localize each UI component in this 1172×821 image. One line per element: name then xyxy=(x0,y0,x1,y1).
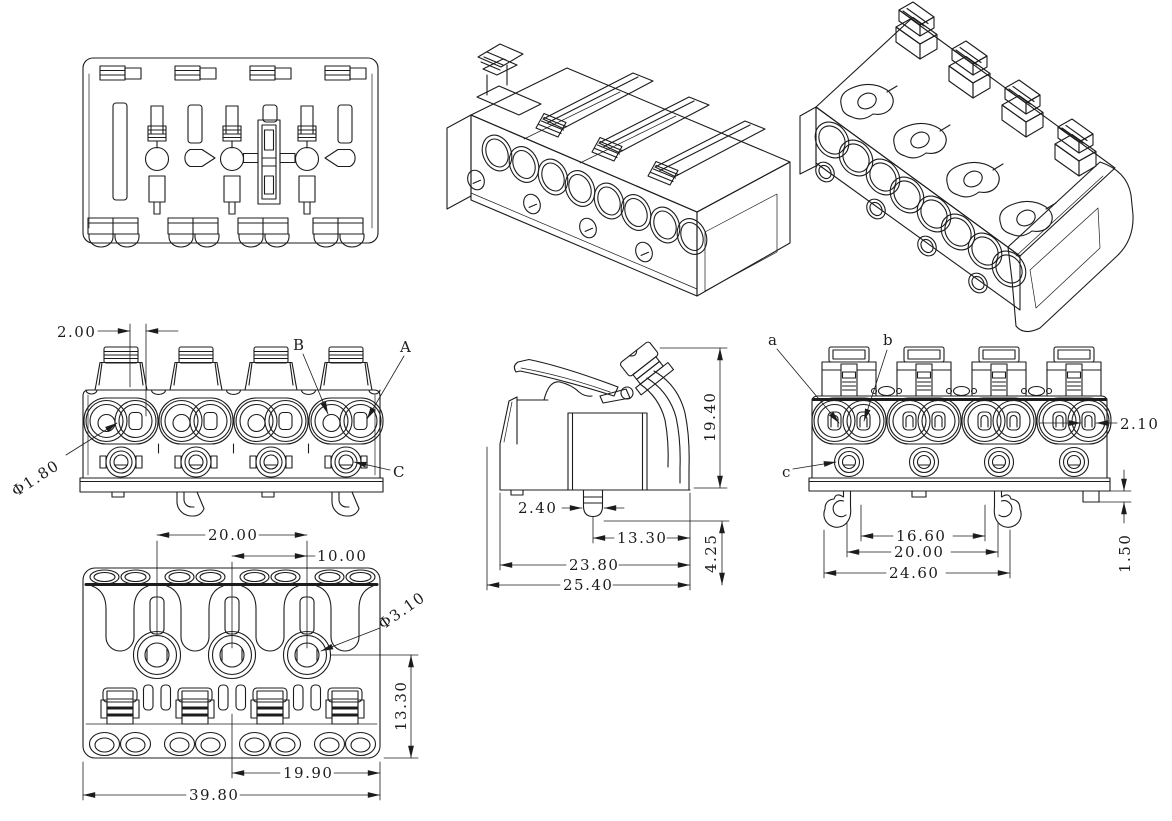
dim-top-width xyxy=(83,762,380,804)
dim-text-top-depth: 13.30 xyxy=(392,680,410,731)
rear-top-ovals xyxy=(872,387,1052,396)
view-side xyxy=(500,340,690,517)
view-iso-rear-buttons xyxy=(800,2,1133,332)
dim-text-total-depth: 25.40 xyxy=(563,576,614,594)
dim-text-wall-gap: 2.00 xyxy=(57,323,97,341)
dim-text-width: 39.80 xyxy=(189,786,240,804)
dim-side-height xyxy=(660,348,727,488)
dim-text-feet-outer: 24.60 xyxy=(889,564,940,582)
dim-text-pin-length: 4.25 xyxy=(702,533,720,573)
dim-front-hole-dia xyxy=(8,423,117,500)
dim-side-pin-dia xyxy=(518,499,624,517)
dim-front-wall-gap xyxy=(57,323,178,416)
dim-text-rail-step: 1.50 xyxy=(1116,533,1134,573)
dim-text-hole-dia: Φ1.80 xyxy=(8,456,63,501)
dim-top-half-width xyxy=(232,714,380,800)
view-bottom-plan xyxy=(83,58,378,247)
label-front-A xyxy=(367,338,412,419)
dim-text-height: 19.40 xyxy=(701,391,719,442)
dim-text-slot-width: 2.10 xyxy=(1120,415,1160,433)
dim-text-hole-pitch: 20.00 xyxy=(208,526,259,544)
label-text-A: A xyxy=(400,338,413,356)
dim-text-pin-offset: 13.30 xyxy=(617,529,668,547)
dim-text-pin-dia: 2.40 xyxy=(518,499,558,517)
dim-text-body-depth: 23.80 xyxy=(569,556,620,574)
view-front xyxy=(80,347,383,516)
label-rear-a xyxy=(768,331,839,423)
dim-text-feet-inner: 16.60 xyxy=(896,527,947,545)
dim-text-hole-half-pitch: 10.00 xyxy=(317,547,368,565)
dim-text-half-width: 19.90 xyxy=(283,764,334,782)
view-iso-front-levers xyxy=(447,44,790,296)
dim-top-hole-dia xyxy=(321,588,429,651)
dim-text-top-hole-dia: Φ3.10 xyxy=(374,588,429,634)
dim-rear-feet-inner xyxy=(861,505,985,545)
view-rear xyxy=(809,347,1111,527)
label-text-B: B xyxy=(293,336,306,354)
label-text-a: a xyxy=(768,331,779,349)
view-top-plan xyxy=(83,568,380,758)
label-text-C: C xyxy=(393,463,406,481)
dim-rear-rail-step xyxy=(1045,470,1134,573)
label-text-c: c xyxy=(782,463,792,481)
label-text-b: b xyxy=(883,331,895,349)
dim-text-feet-pitch: 20.00 xyxy=(894,543,945,561)
